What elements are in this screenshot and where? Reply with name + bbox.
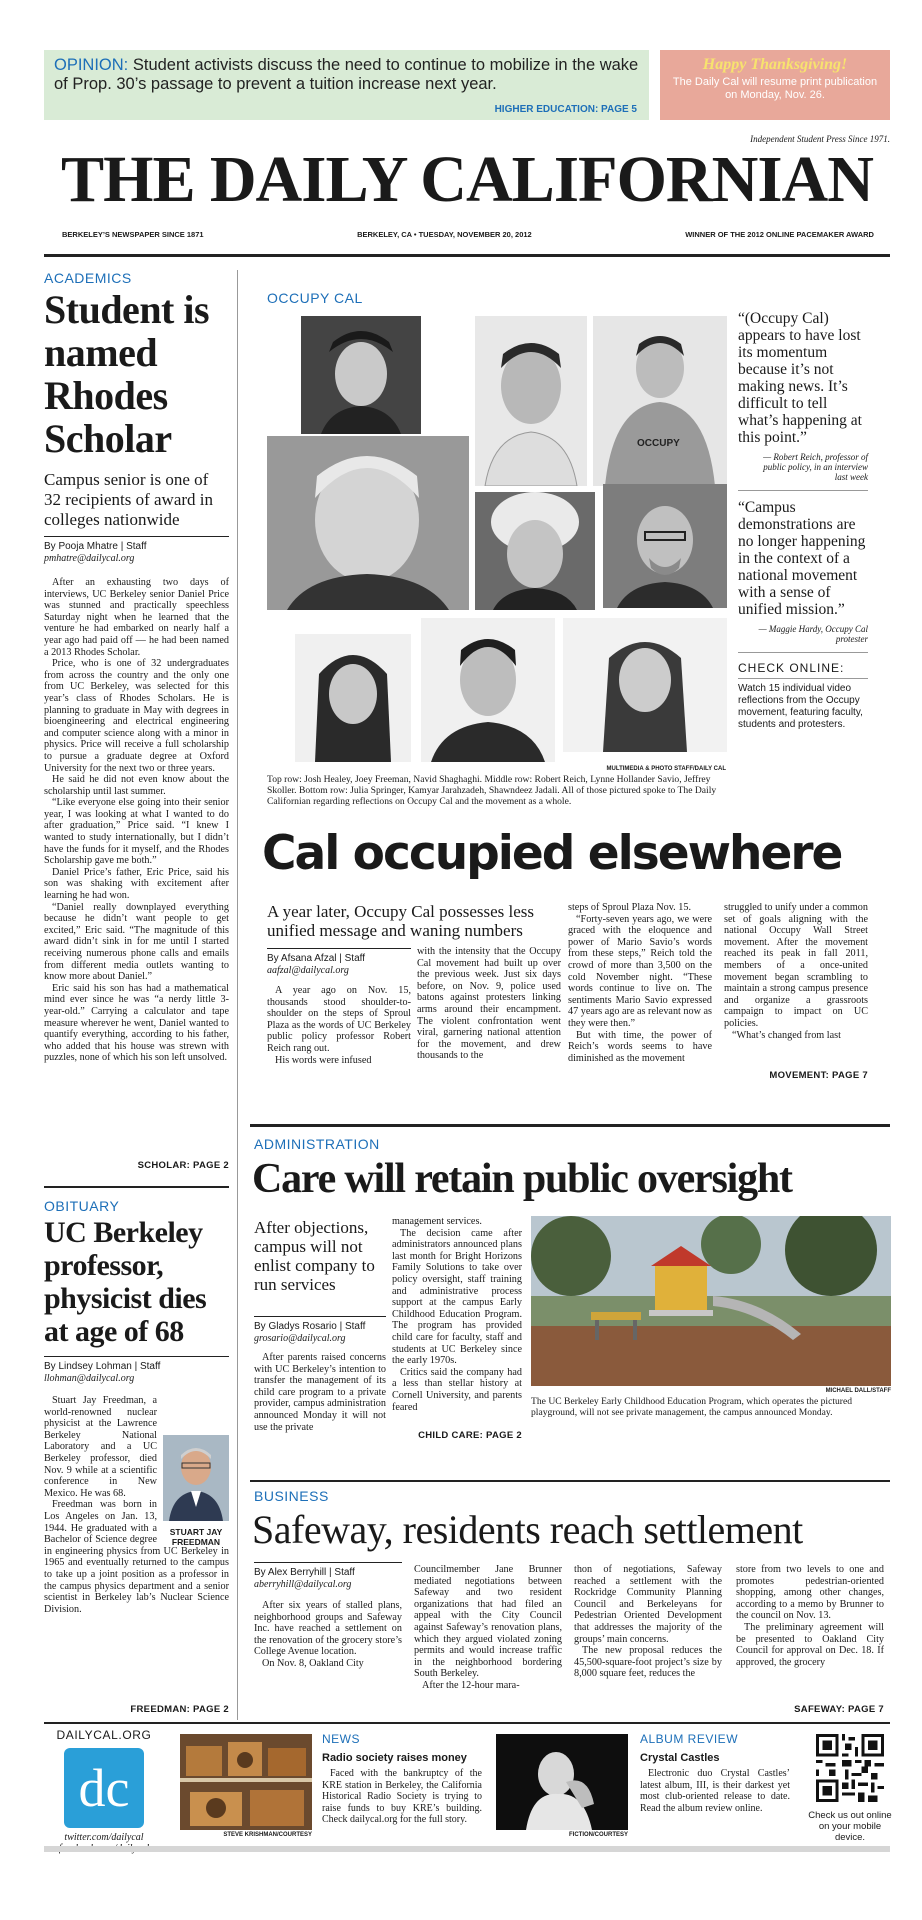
business-paragraph: The new proposal reduces the 45,500-square-foot project’s size by 8,000 square feet, reduces the [574,1645,722,1680]
rhodes-deck: Campus senior is one of 32 recipients of award in colleges nationwide [44,470,213,529]
news-photo-credit: STEVE KRISHMAN/COURTESY [223,1832,312,1838]
business-byline-block [254,1562,402,1591]
rhodes-paragraph: Eric said his son has had a mathematical mind ever since he was “a nerdy little 3-year-old.” Carrying a calculator and tape measure wherever he went, Daniel wanted to quantify everything, according to his father, who added that his house was strewn with puzzles, none of which his son left unsolved. [44,982,229,1064]
occupy-paragraph: But with time, the power of Reich’s words seems to have diminished as the movement [568,1029,712,1064]
news-label: NEWS [322,1732,360,1746]
occupy-paragraph: with the intensity that the Occupy Cal movement had built up over the previous week. Just six days before, on Nov. 9, police used batons against protesters linking arms around their encampment. The violent confrontation went viral, garnering national attention for the movement, and drew thousands to the [417,946,561,1062]
news-title[interactable]: Radio society raises money [322,1752,467,1764]
obituary-paragraph: Freedman was born in Los Angeles on Jan. 13, 1944. He graduated with a Bachelor of Science degree in engineering physics from UC Berkeley in 1965 and eventually returned to the campus to take up a joint position as a professor in the campus physics department and a senior scientist in Berkeley lab’s Nuclear Science Division. [44,1499,229,1615]
reich-quote: “(Occupy Cal) appears to have lost its momentum because it’s not making news. It’s difficult to tell what’s happening at this point.” [738,310,862,446]
album-teaser[interactable] [640,1732,790,1814]
occupy-paragraph: struggled to unify under a common set of goals aligning with the national Occupy Wall Street movement. After the movement reached its peak in fall 2011, members of a once-united movement began scrambling to maintain a strong campus presence and organize a grassroots campaign to impact on UC policies. [724,902,868,1029]
occupy-col-1 [267,985,411,1066]
admin-paragraph: After parents raised concerns with UC Berkeley’s intention to transfer the management of its child care program to a private provider, campus administration announced Monday it will not use the private [254,1352,386,1433]
business-paragraph: After the 12-hour mara- [422,1679,520,1691]
portrait-lynne-hollander-savio [475,492,595,610]
occupy-email[interactable]: aafzal@dailycal.org [267,965,349,976]
reich-quote-attribution: — Robert Reich, professor of public policy, in an interview last week [763,452,868,482]
qr-code-icon[interactable] [816,1734,884,1802]
section-rule [250,1480,890,1482]
business-paragraph: Councilmember Jane Brunner mediated negotiations between Safeway and two resident organizations that had filed an appeal with the City Council against Safeway’s renovation plans, which they argued violated zoning permits and would increase traffic in the neighborhood bordering South Berkeley. [414,1564,562,1680]
occupy-deck: A year later, Occupy Cal possesses less unified message and waning numbers [267,902,535,940]
obituary-headline[interactable]: UC Berkeley professor, physicist dies at age of 68 [44,1216,207,1348]
business-paragraph: On Nov. 8, Oakland City [262,1657,364,1669]
business-paragraph: After six years of stalled plans, neighborhood groups and Safeway Inc. have reached a settlement on the renovation of the grocery store’s College Avenue location. [254,1600,402,1658]
business-section[interactable]: BUSINESS [254,1488,329,1504]
rhodes-jump[interactable]: SCHOLAR: PAGE 2 [137,1160,229,1171]
obituary-byline: By Lindsey Lohman | Staff [44,1361,161,1372]
occupy-byline: By Afsana Afzal | Staff [267,953,366,964]
qr-caption: Check us out online on your mobile device. [808,1810,892,1843]
vertical-divider [237,270,238,1720]
business-headline[interactable]: Safeway, residents reach settlement [252,1507,803,1552]
check-online-text: Watch 15 individual video reflections from the Occupy movement, featuring faculty, students and protesters. [738,683,863,730]
portrait-robert-reich [267,436,469,610]
freedman-portrait [163,1435,229,1521]
album-label: ALBUM REVIEW [640,1732,739,1746]
footer-site-block [44,1728,164,1854]
business-paragraph: store from two levels to one and promotes pedestrian-oriented shopping, among other changes, according to a memo by Brunner to the council on Nov. 13. [736,1564,884,1622]
obituary-story [44,1198,229,1615]
freedman-caption: STUART JAY FREEDMAN [169,1527,223,1547]
rhodes-byline: By Pooja Mhatre | Staff [44,541,147,552]
album-text: Electronic duo Crystal Castles’ latest album, III, is their darkest yet most club-oriented release to date. Read the album review online. [640,1768,790,1814]
occupy-paragraph: His words were infused [275,1054,372,1066]
business-paragraph: The preliminary agreement will be presented to Oakland City Council for approval on Dec. 18. If approved, the grocery [736,1621,884,1668]
obituary-section[interactable]: OBITUARY [44,1198,120,1214]
masthead-date: BERKELEY, CA • TUESDAY, NOVEMBER 20, 2012 [357,230,532,239]
rhodes-paragraph: Price, who is one of 32 undergraduates from across the country and the only one from UC Berkeley, was selected for this year’s class of Rhodes Scholars. He is planning to graduate in May with degrees in bioengineering and electrical engineering and computer science along with a minor in physics. Price will receive a full scholarship to pursue a graduate degree at Oxford University for the next two or three years. [44,658,229,774]
admin-paragraph: The decision came after administrators announced plans last month for Bright Horizons Family Solutions to take over policy oversight, staff training and administrative process support at the campus Early Childhood Education Program. The program has provided child care for faculty, staff and students at UC Berkeley since the early 1970s. [392,1227,522,1367]
freedman-photo [163,1435,229,1547]
portrait-joey-freeman [475,316,587,486]
thanksgiving-text: The Daily Cal will resume print publication on Monday, Nov. 26. [672,76,878,101]
opinion-promo[interactable] [44,50,649,120]
occupy-paragraph: steps of Sproul Plaza Nov. 15. [568,902,691,913]
obituary-body [44,1395,229,1615]
column-divider [44,1186,229,1188]
obituary-jump[interactable]: FREEDMAN: PAGE 2 [130,1704,229,1715]
admin-caption: The UC Berkeley Early Childhood Education Program, which operates the pictured playground, will not see private management, the campus announced Monday. [531,1396,853,1418]
business-col-4 [736,1564,884,1668]
playground-photo [531,1216,891,1386]
footer-site-link[interactable]: DAILYCAL.ORG [56,1728,152,1742]
admin-headline[interactable]: Care will retain public oversight [252,1156,792,1202]
admin-photo-credit: MICHAEL DALL/STAFF [825,1388,891,1394]
rhodes-email[interactable]: pmhatre@dailycal.org [44,553,135,564]
admin-col-2 [392,1216,522,1413]
admin-section[interactable]: ADMINISTRATION [254,1136,380,1152]
business-paragraph: thon of negotiations, Safeway reached a settlement with the Rockridge Community Planning Council and Berkeleyans for Pedestrian Oriented Development that addresses the majority of the groups’ main concerns. [574,1564,722,1645]
album-title[interactable]: Crystal Castles [640,1752,720,1764]
rhodes-section[interactable]: ACADEMICS [44,270,132,286]
dc-logo[interactable] [64,1748,144,1828]
thanksgiving-promo [660,50,890,120]
occupy-headline[interactable]: Cal occupied elsewhere [262,826,842,881]
masthead-rule [44,254,890,257]
news-teaser[interactable] [322,1732,482,1826]
admin-byline: By Gladys Rosario | Staff [254,1321,366,1332]
hardy-quote: “Campus demonstrations are no longer happening in the context of a national movement with a sense of unified mission.” [738,499,866,618]
occupy-section[interactable]: OCCUPY CAL [267,290,363,306]
admin-email[interactable]: grosario@dailycal.org [254,1333,346,1344]
occupy-paragraph: “What’s changed from last [732,1029,841,1041]
album-photo-credit: FICTION/COURTESY [568,1832,628,1838]
rhodes-paragraph: He said he did not even know about the scholarship until last summer. [44,774,229,797]
business-email[interactable]: aberryhill@dailycal.org [254,1579,352,1590]
business-col-2 [414,1564,562,1692]
business-col-3 [574,1564,722,1680]
admin-deck: After objections, campus will not enlist company to run services [254,1218,375,1294]
opinion-text: Student activists discuss the need to continue to mobilize in the wake of Prop. 30’s passage to prevent a tuition increase next year. [54,56,639,93]
footer-bottom-rule [44,1846,890,1852]
admin-col-1 [254,1352,386,1433]
check-online-title[interactable]: CHECK ONLINE: [738,661,868,679]
dc-logo-text: dc [78,1758,130,1818]
svg-text:OCCUPY: OCCUPY [637,438,680,449]
occupy-jump[interactable]: MOVEMENT: PAGE 7 [769,1070,868,1081]
opinion-label: OPINION: [54,56,129,74]
rhodes-paragraph: “Like everyone else going into their senior year, I was looking at what I wanted to do after graduation,” Price said. “I knew I wanted to study internationally, but I didn’t have the funds for it myself, and the Rhodes Scholarship gave me both.” [44,797,229,867]
thanksgiving-title: Happy Thanksgiving! [702,56,848,73]
occupy-paragraph: “Forty-seven years ago, we were graced with the eloquence and power of Mario Savio’s words from these steps,” Reich told the crowd of more than 3,500 on the cold November night. “These words continue to live on. The sentiments Mario Savio expressed 47 years ago are as relevant now as they were then.” [568,913,712,1029]
twitter-link[interactable]: twitter.com/dailycal [64,1832,144,1843]
rhodes-headline[interactable]: Student is named Rhodes Scholar [44,287,210,461]
occupy-photo-grid [267,308,727,762]
portrait-julia-springer [295,634,411,762]
rhodes-body [44,577,229,1064]
occupy-col-4 [724,902,868,1041]
business-col-1 [254,1600,402,1670]
business-byline: By Alex Berryhill | Staff [254,1567,355,1578]
masthead-tagline: Independent Student Press Since 1971. [750,134,890,144]
admin-jump[interactable]: CHILD CARE: PAGE 2 [418,1430,522,1441]
crystal-castles-photo [496,1734,628,1830]
masthead-right: WINNER OF THE 2012 ONLINE PACEMAKER AWARD [685,230,874,239]
occupy-caption: Top row: Josh Healey, Joey Freeman, Navid Shaghaghi. Middle row: Robert Reich, Lynne Hollander Savio, Jeffrey Skoller. Bottom row: Julia Springer, Kamyar Jarahzadeh, Shawndeez Jadali. All of those pictured spoke to The Daily Californian regarding reflections on Occupy Cal and the movement as a whole. [267,774,717,807]
occupy-byline-block [267,948,411,977]
portrait-kamyar-jarahzadeh [421,618,555,762]
rhodes-paragraph: “Daniel really downplayed everything because he didn’t want people to get excited,” Eric said. “The magnitude of this award didn’t sink in for me until I started receiving numerous phone calls and emails from different media outlets wanting to know more about Daniel.” [44,901,229,983]
admin-byline-block [254,1316,386,1345]
radio-photo [180,1734,312,1830]
occupy-col-3 [568,902,712,1064]
admin-paragraph: management services. [392,1216,482,1227]
portrait-shawndeez-jadali [563,618,727,752]
obituary-paragraph: Stuart Jay Freedman, a world-renowned nuclear physicist at the Lawrence Berkeley National Laboratory and a UC Berkeley professor, died Nov. 9 while at a scientific conference in New Mexico. He was 68. [44,1395,157,1499]
portrait-josh-healey [301,316,421,434]
portrait-jeffrey-skoller [603,484,727,608]
masthead-title[interactable]: THE DAILY CALIFORNIAN [60,143,874,216]
news-text: Faced with the bankruptcy of the KRE station in Berkeley, the California Historical Radio Society is trying to raise funds to buy KRE’s building. Check dailycal.org for the full story. [322,1768,482,1825]
rhodes-story [44,270,229,1064]
occupy-photo-credit: MULTIMEDIA & PHOTO STAFF/DAILY CAL [606,766,726,772]
masthead-left: BERKELEY’S NEWSPAPER SINCE 1871 [62,230,204,239]
footer-rule [44,1722,890,1724]
business-jump[interactable]: SAFEWAY: PAGE 7 [794,1704,884,1715]
hardy-quote-attribution: — Maggie Hardy, Occupy Cal protester [758,624,868,644]
rhodes-paragraph: Daniel Price’s father, Eric Price, said his son was shaking with excitement after learning he had won. [44,866,229,902]
occupy-quotes [738,310,868,731]
section-rule [250,1124,890,1127]
obituary-email[interactable]: llohman@dailycal.org [44,1373,135,1384]
portrait-navid-shaghaghi [593,316,727,486]
occupy-paragraph: A year ago on Nov. 15, thousands stood shoulder-to-shoulder on the steps of Sproul Plaza as the words of UC Berkeley public policy professor Robert Reich rang out. [267,985,411,1054]
opinion-link[interactable]: HIGHER EDUCATION: PAGE 5 [494,104,637,115]
admin-paragraph: Critics said the company had a less than stellar history at Cornell University, and parents feared [392,1366,522,1413]
rhodes-paragraph: After an exhausting two days of interviews, UC Berkeley senior Daniel Price was stunned and practically speechless Saturday night when he learned that the venture he had embarked on nearly half a year ago had paid off — he had been named a 2013 Rhodes Scholar. [44,577,229,658]
occupy-col-2 [417,946,561,1062]
